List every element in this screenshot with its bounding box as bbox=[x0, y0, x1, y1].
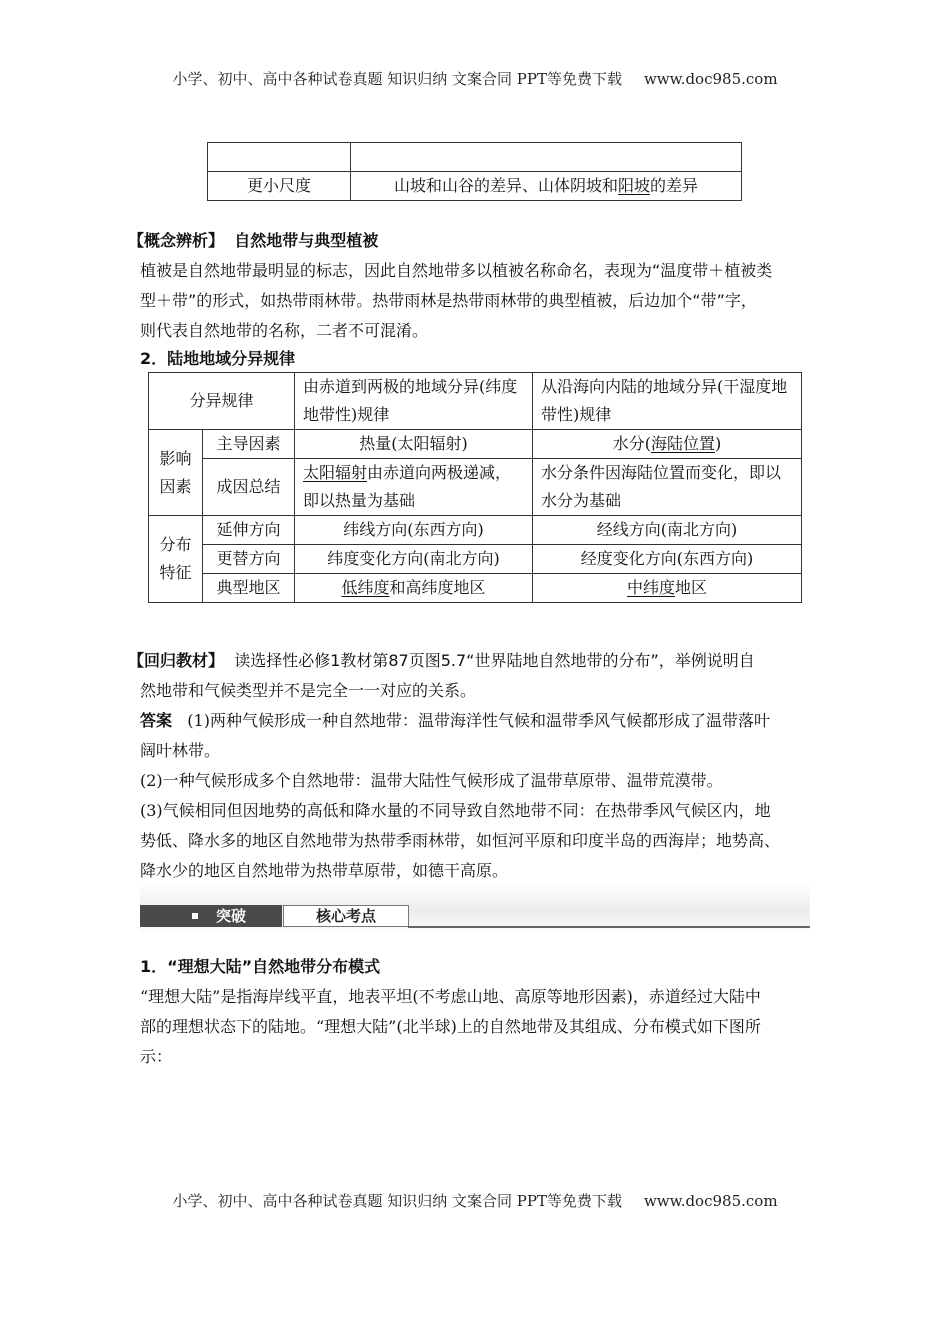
answer-line-1 bbox=[140, 706, 812, 736]
textbook-text: 读选择性必修1教材第87页图5.7“世界陆地自然地带的分布”，举例说明自 bbox=[234, 651, 755, 670]
row-label: 典型地区 bbox=[203, 574, 295, 603]
table-cell bbox=[533, 574, 802, 603]
table-cell bbox=[295, 459, 533, 516]
cell-text-underlined: 低纬度 bbox=[341, 578, 390, 597]
table-cell: 纬度变化方向(南北方向) bbox=[295, 545, 533, 574]
square-bullet-icon bbox=[192, 913, 198, 919]
concept-line-1: 植被是自然地带最明显的标志，因此自然地带多以植被名称命名，表现为“温度带＋植被类 bbox=[140, 261, 773, 280]
section-1-line-2: 部的理想状态下的陆地。“理想大陆”(北半球)上的自然地带及其组成、分布模式如下图所 bbox=[140, 1017, 761, 1036]
table-header-cell: 分异规律 bbox=[149, 373, 295, 430]
row-label: 延伸方向 bbox=[203, 516, 295, 545]
textbook-line-2: 然地带和气候类型并不是完全一一对应的关系。 bbox=[140, 681, 477, 700]
cell-text: 的差异 bbox=[650, 176, 699, 195]
table-cell: 水分条件因海陆位置而变化，即以水分为基础 bbox=[533, 459, 802, 516]
cell-text: 水分( bbox=[612, 434, 651, 453]
table-cell: 纬线方向(东西方向) bbox=[295, 516, 533, 545]
table-cell bbox=[351, 143, 742, 172]
section-2-title: 2．陆地地域分异规律 bbox=[140, 349, 296, 368]
row-label: 更替方向 bbox=[203, 545, 295, 574]
banner-rule bbox=[408, 926, 810, 928]
textbook-title: 【回归教材】 bbox=[128, 651, 225, 670]
table-cell: 经度变化方向(东西方向) bbox=[533, 545, 802, 574]
answer-line-2: 阔叶林带。 bbox=[140, 741, 221, 760]
table-row bbox=[208, 172, 742, 201]
concept-title: 【概念辨析】 bbox=[128, 231, 225, 250]
banner-right-label: 核心考点 bbox=[283, 905, 409, 927]
scale-table bbox=[207, 142, 742, 201]
group-label: 影响因素 bbox=[149, 430, 203, 516]
table-row bbox=[208, 143, 742, 172]
cell-text: ) bbox=[715, 434, 722, 453]
textbook-line-1 bbox=[128, 646, 812, 676]
table-cell bbox=[295, 574, 533, 603]
table-header-cell: 由赤道到两极的地域分异(纬度地带性)规律 bbox=[295, 373, 533, 430]
section-1-line-1: “理想大陆”是指海岸线平直，地表平坦(不考虑山地、高原等地形因素)，赤道经过大陆中 bbox=[140, 987, 761, 1006]
table-row bbox=[149, 373, 802, 430]
cell-text: 地区 bbox=[675, 578, 708, 597]
answer-text: (1)两种气候形成一种自然地带：温带海洋性气候和温带季风气候都形成了温带落叶 bbox=[187, 711, 770, 730]
answer-line-6: 降水少的地区自然地带为热带草原带，如德干高原。 bbox=[140, 861, 509, 880]
concept-line-3: 则代表自然地带的名称，二者不可混淆。 bbox=[140, 321, 429, 340]
cell-text: 由赤道向两极递减，即以热量为基础 bbox=[303, 463, 512, 510]
section-1-title: 1．“理想大陆”自然地带分布模式 bbox=[140, 957, 381, 976]
table-row bbox=[149, 516, 802, 545]
answer-line-4: (3)气候相同但因地势的高低和降水量的不同导致自然地带不同：在热带季风气候区内，地 bbox=[140, 801, 771, 820]
footer-text: 小学、初中、高中各种试卷真题 知识归纳 文案合同 PPT等免费下载 bbox=[172, 1192, 622, 1210]
page-header bbox=[0, 68, 950, 89]
banner-left-label: 突破 bbox=[216, 907, 247, 925]
cell-text-underlined: 中纬度 bbox=[626, 578, 675, 597]
cell-text: 山坡和山谷的差异、山体阴坡和 bbox=[393, 176, 618, 195]
answer-line-3: (2)一种气候形成多个自然地带：温带大陆性气候形成了温带草原带、温带荒漠带。 bbox=[140, 771, 723, 790]
cell-text: 和高纬度地区 bbox=[389, 578, 486, 597]
row-label: 成因总结 bbox=[203, 459, 295, 516]
land-differentiation-table bbox=[148, 372, 802, 603]
section-banner bbox=[140, 883, 810, 935]
table-header-cell: 从沿海向内陆的地域分异(干湿度地带性)规律 bbox=[533, 373, 802, 430]
header-text: 小学、初中、高中各种试卷真题 知识归纳 文案合同 PPT等免费下载 bbox=[172, 70, 622, 88]
table-cell bbox=[533, 430, 802, 459]
banner-tab-dark bbox=[140, 905, 282, 927]
footer-site[interactable]: www.doc985.com bbox=[643, 1192, 778, 1210]
answer-label: 答案 bbox=[140, 711, 173, 730]
answer-line-5: 势低、降水多的地区自然地带为热带季雨林带，如恒河平原和印度半岛的西海岸；地势高、 bbox=[140, 831, 781, 850]
table-row bbox=[149, 574, 802, 603]
group-label: 分布特征 bbox=[149, 516, 203, 603]
table-cell bbox=[208, 143, 351, 172]
row-label: 主导因素 bbox=[203, 430, 295, 459]
table-cell bbox=[351, 172, 742, 201]
table-row bbox=[149, 459, 802, 516]
table-row bbox=[149, 545, 802, 574]
concept-heading bbox=[128, 226, 800, 256]
cell-text-underlined: 海陆位置 bbox=[650, 434, 715, 453]
table-cell: 经线方向(南北方向) bbox=[533, 516, 802, 545]
cell-text-underlined: 阳坡 bbox=[617, 176, 650, 195]
header-site[interactable]: www.doc985.com bbox=[643, 70, 778, 88]
page-footer bbox=[0, 1190, 950, 1211]
table-row bbox=[149, 430, 802, 459]
concept-line-2: 型＋带”的形式，如热带雨林带。热带雨林是热带雨林带的典型植被，后边加个“带”字， bbox=[140, 291, 757, 310]
section-1-line-3: 示： bbox=[140, 1047, 173, 1066]
table-cell: 更小尺度 bbox=[208, 172, 351, 201]
cell-text-underlined: 太阳辐射 bbox=[303, 463, 368, 482]
table-cell: 热量(太阳辐射) bbox=[295, 430, 533, 459]
concept-heading-text: 自然地带与典型植被 bbox=[234, 231, 379, 250]
